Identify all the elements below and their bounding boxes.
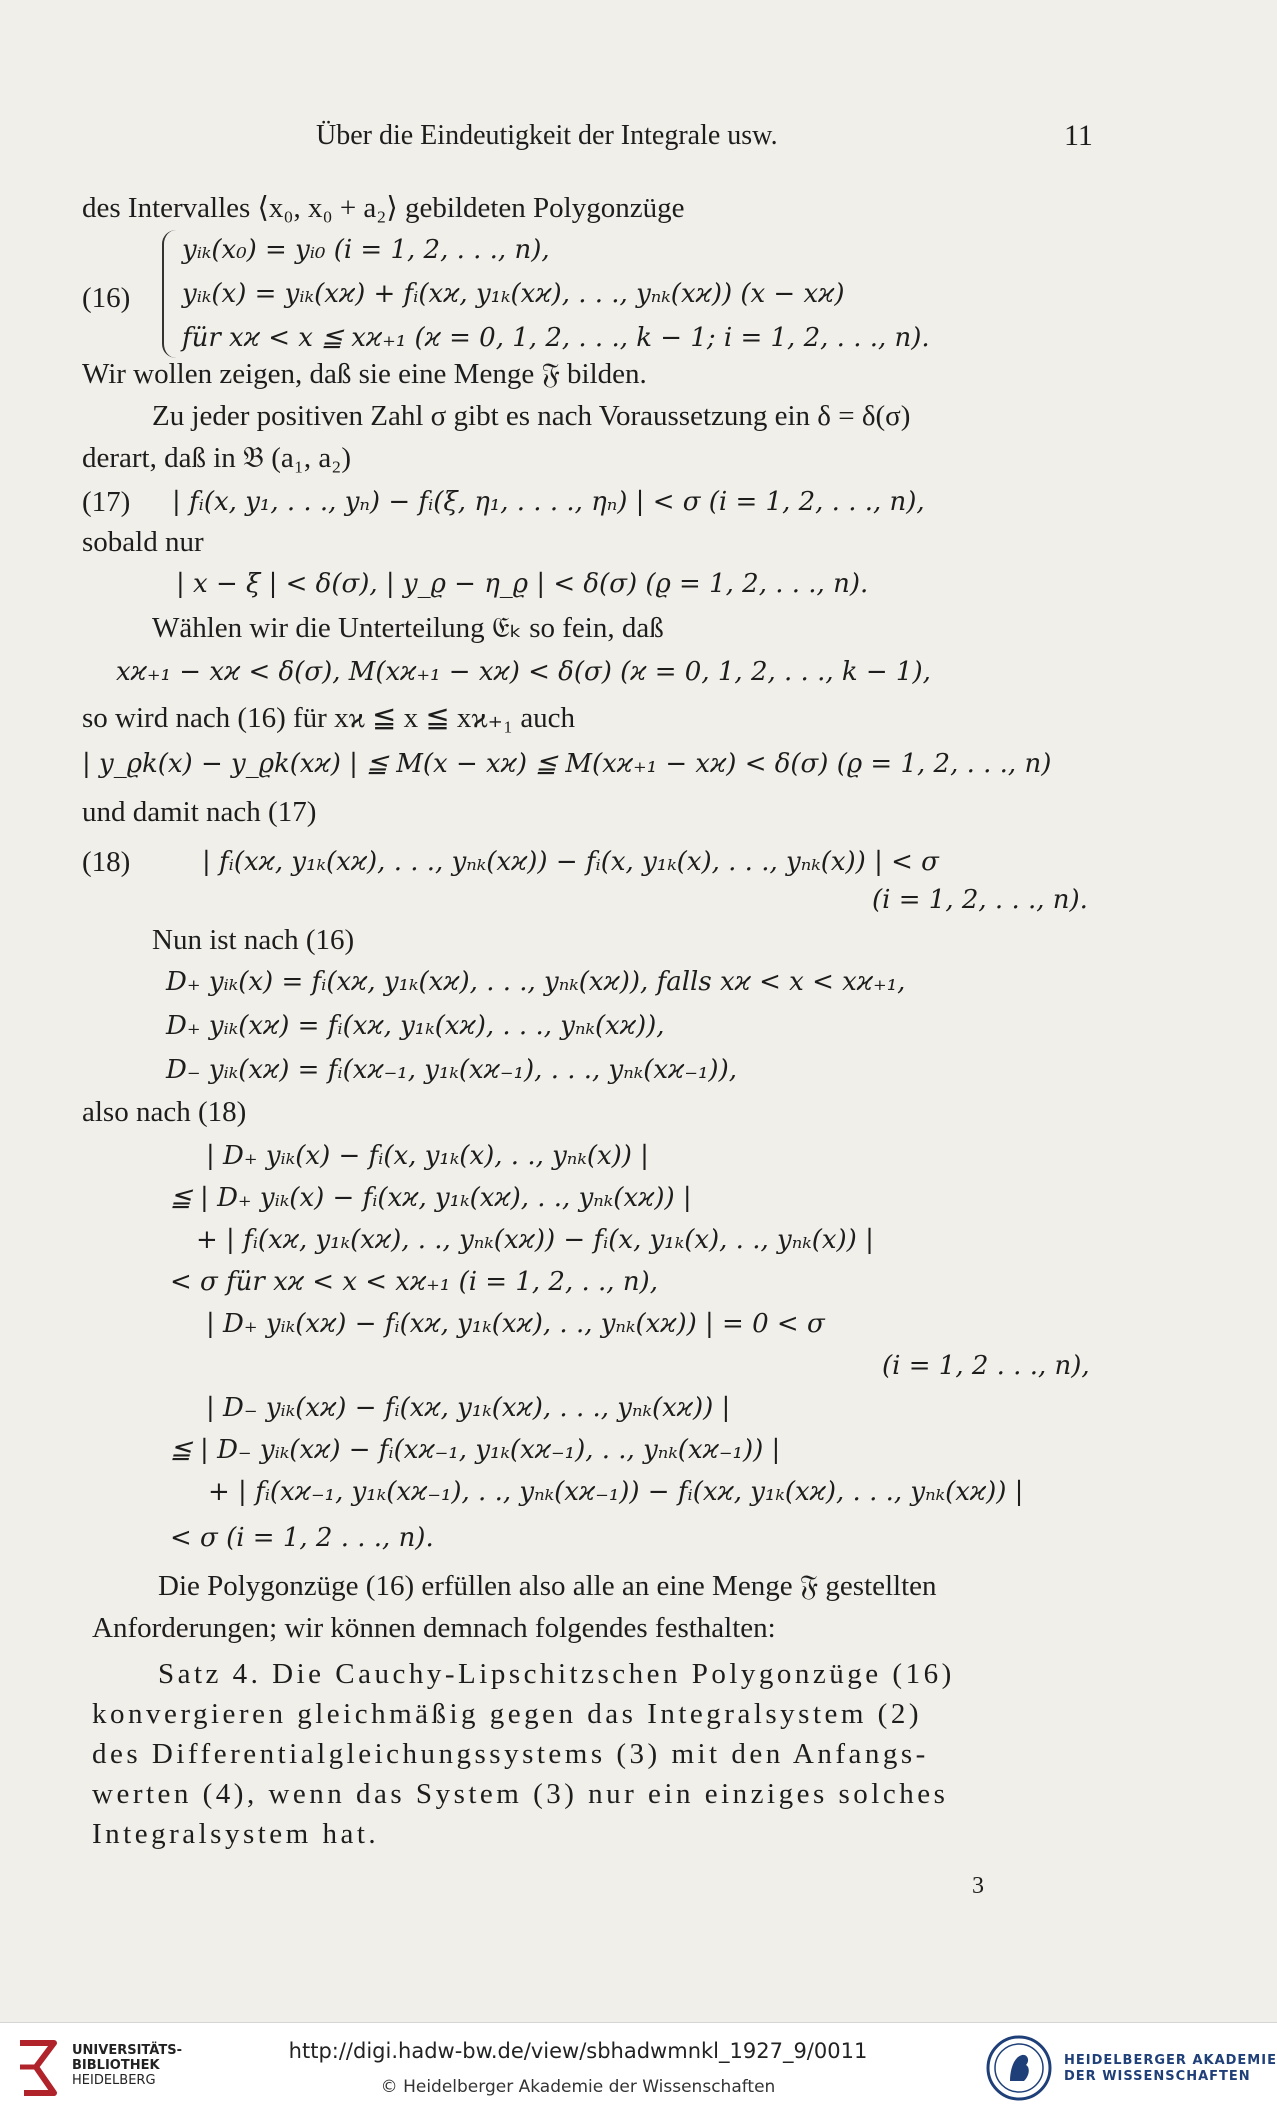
uni-line-2: BIBLIOTHEK <box>72 2058 160 2073</box>
text-line: also nach (18) <box>82 1096 247 1128</box>
equation-line: für xϰ < x ≦ xϰ₊₁ (ϰ = 0, 1, 2, . . ., k − 1; i = 1, 2, . . ., n). <box>182 323 930 353</box>
copyright-text: © Heidelberger Akademie der Wissenschaften <box>380 2077 776 2097</box>
equation-line: | y_ϱk(x) − y_ϱk(xϰ) | ≦ M(x − xϰ) ≦ M(xϰ₊₁ − xϰ) < δ(σ) (ϱ = 1, 2, . . ., n) <box>82 749 1052 779</box>
brace-symbol <box>162 230 178 358</box>
theorem-line: Integralsystem hat. <box>92 1818 380 1850</box>
uni-line-1: UNIVERSITÄTS- <box>72 2043 182 2058</box>
theorem-line: konvergieren gleichmäßig gegen das Integralsystem (2) <box>92 1698 922 1730</box>
equation-line: < σ (i = 1, 2 . . ., n). <box>170 1523 434 1553</box>
academy-seal-icon <box>986 2035 1052 2101</box>
equation-line: | fᵢ(x, y₁, . . ., yₙ) − fᵢ(ξ, η₁, . . . ., ηₙ) | < σ (i = 1, 2, . . ., n), <box>172 487 925 517</box>
equation-line: | D₊ yᵢₖ(x) − fᵢ(x, y₁ₖ(x), . ., yₙₖ(x)) | <box>206 1141 649 1171</box>
equation-line: + | fᵢ(xϰ₋₁, y₁ₖ(xϰ₋₁), . ., yₙₖ(xϰ₋₁)) − fᵢ(xϰ, y₁ₖ(xϰ), . . ., yₙₖ(xϰ)) | <box>208 1477 1024 1507</box>
footer-bar <box>0 2022 1277 2115</box>
equation-line: < σ für xϰ < x < xϰ₊₁ (i = 1, 2, . ., n), <box>170 1267 658 1297</box>
equation-line: (i = 1, 2 . . ., n), <box>882 1351 1090 1381</box>
equation-line: D₋ yᵢₖ(xϰ) = fᵢ(xϰ₋₁, y₁ₖ(xϰ₋₁), . . ., yₙₖ(xϰ₋₁)), <box>166 1055 737 1085</box>
theorem-line: Satz 4. Die Cauchy-Lipschitzschen Polygonzüge (16) <box>158 1658 955 1690</box>
academy-line-1: HEIDELBERGER AKADEMIE <box>1064 2053 1277 2068</box>
equation-line: D₊ yᵢₖ(xϰ) = fᵢ(xϰ, y₁ₖ(xϰ), . . ., yₙₖ(xϰ)), <box>166 1011 665 1041</box>
equation-label: (17) <box>82 486 131 518</box>
equation-line: ≦ | D₋ yᵢₖ(xϰ) − fᵢ(xϰ₋₁, y₁ₖ(xϰ₋₁), . ., yₙₖ(xϰ₋₁)) | <box>170 1435 781 1465</box>
equation-line: yᵢₖ(x₀) = yᵢ₀ (i = 1, 2, . . ., n), <box>182 235 550 265</box>
equation-line: ≦ | D₊ yᵢₖ(x) − fᵢ(xϰ, y₁ₖ(xϰ), . ., yₙₖ(xϰ)) | <box>170 1183 692 1213</box>
text-line: Die Polygonzüge (16) erfüllen also alle an eine Menge 𝔉 gestellten <box>158 1570 937 1602</box>
text-line: so wird nach (16) für xϰ ≦ x ≦ xϰ₊₁ auch <box>82 702 576 734</box>
text-line: Wählen wir die Unterteilung 𝔈ₖ so fein, daß <box>152 612 664 644</box>
text-line: sobald nur <box>82 526 204 558</box>
equation-line: | fᵢ(xϰ, y₁ₖ(xϰ), . . ., yₙₖ(xϰ)) − fᵢ(x, y₁ₖ(x), . . ., yₙₖ(x)) | < σ <box>202 847 939 877</box>
equation-line: + | fᵢ(xϰ, y₁ₖ(xϰ), . ., yₙₖ(xϰ)) − fᵢ(x, y₁ₖ(x), . ., yₙₖ(x)) | <box>196 1225 874 1255</box>
theorem-line: des Differentialgleichungssystems (3) mit den Anfangs- <box>92 1738 929 1770</box>
text-line: derart, daß in 𝔅 (a₁, a₂) <box>82 442 352 474</box>
text-line: Wir wollen zeigen, daß sie eine Menge 𝔉 bilden. <box>82 358 647 390</box>
equation-line: | x − ξ | < δ(σ), | y_ϱ − η_ϱ | < δ(σ) (ϱ = 1, 2, . . ., n). <box>176 569 869 599</box>
running-title: Über die Eindeutigkeit der Integrale usw. <box>316 120 778 151</box>
equation-label: (16) <box>82 282 131 314</box>
equation-line: D₊ yᵢₖ(x) = fᵢ(xϰ, y₁ₖ(xϰ), . . ., yₙₖ(xϰ)), falls xϰ < x < xϰ₊₁, <box>166 967 906 997</box>
equation-label: (18) <box>82 846 131 878</box>
source-url-link[interactable]: http://digi.hadw-bw.de/view/sbhadwmnkl_1927_9/0011 <box>288 2039 868 2063</box>
text-line: des Intervalles ⟨x₀, x₀ + a₂⟩ gebildeten Polygonzüge <box>82 192 685 224</box>
text-line: Nun ist nach (16) <box>152 924 355 956</box>
text-line: und damit nach (17) <box>82 796 317 828</box>
university-library-logo-icon <box>14 2037 64 2101</box>
uni-line-3: HEIDELBERG <box>72 2073 156 2088</box>
equation-line: | D₊ yᵢₖ(xϰ) − fᵢ(xϰ, y₁ₖ(xϰ), . ., yₙₖ(xϰ)) | = 0 < σ <box>206 1309 825 1339</box>
text-line: Anforderungen; wir können demnach folgendes festhalten: <box>92 1612 776 1644</box>
equation-line: (i = 1, 2, . . ., n). <box>872 885 1088 915</box>
academy-line-2: DER WISSENSCHAFTEN <box>1064 2069 1251 2084</box>
text-line: Zu jeder positiven Zahl σ gibt es nach Voraussetzung ein δ = δ(σ) <box>152 400 911 432</box>
equation-line: yᵢₖ(x) = yᵢₖ(xϰ) + fᵢ(xϰ, y₁ₖ(xϰ), . . ., yₙₖ(xϰ)) (x − xϰ) <box>182 279 845 309</box>
page-number: 11 <box>1064 119 1093 152</box>
equation-line: | D₋ yᵢₖ(xϰ) − fᵢ(xϰ, y₁ₖ(xϰ), . . ., yₙₖ(xϰ)) | <box>206 1393 731 1423</box>
university-library-name <box>72 2043 182 2088</box>
theorem-line: werten (4), wenn das System (3) nur ein einziges solches <box>92 1778 949 1810</box>
signature-mark: 3 <box>972 1873 984 1899</box>
academy-name <box>1064 2053 1277 2085</box>
equation-line: xϰ₊₁ − xϰ < δ(σ), M(xϰ₊₁ − xϰ) < δ(σ) (ϰ = 0, 1, 2, . . ., k − 1), <box>116 657 931 687</box>
